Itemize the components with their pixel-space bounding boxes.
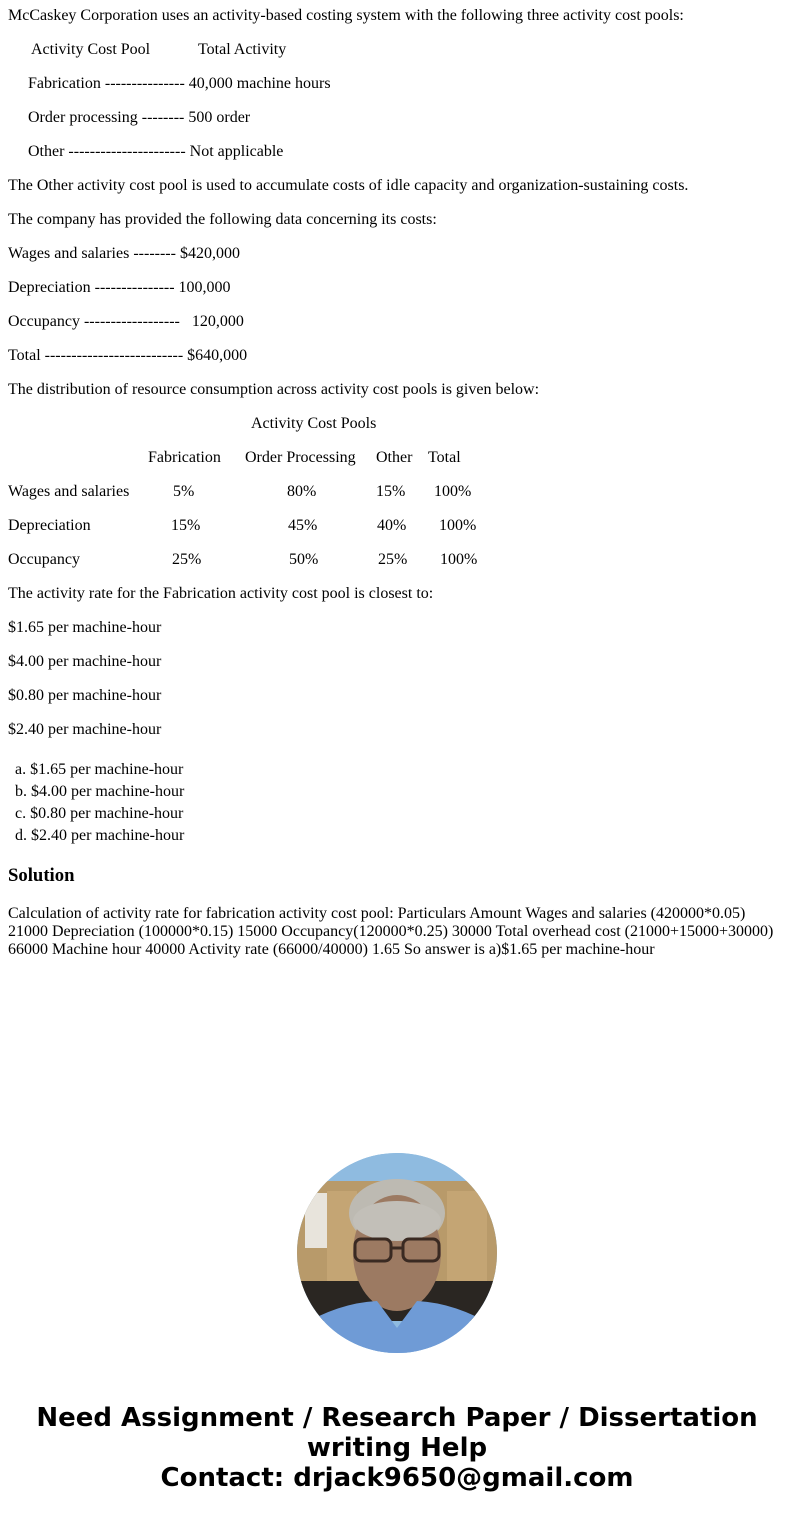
cost-wages: Wages and salaries -------- $420,000 — [8, 245, 240, 262]
pools-header-col2: Total Activity — [198, 41, 287, 58]
cell: 100% — [440, 551, 478, 568]
choice-plain-4: $2.40 per machine-hour — [8, 721, 162, 738]
cost-total: Total -------------------------- $640,000 — [8, 347, 248, 364]
choice-a: a. $1.65 per machine-hour — [15, 761, 184, 778]
cell: 100% — [439, 517, 477, 534]
cell: 5% — [173, 483, 195, 500]
solution-text: Calculation of activity rate for fabrication activity cost pool: Particulars Amount Wages and salaries (420000*0.05) 21000 Depreciation (100000*0.15) 15000 Occupancy(120000*0.25) 30000 Total overhead cost (21000+15000+30000) 66000 Machine hour 40000 Activity rate (66000/40000) 1.65 So answer is a)$1.65 per machine-hour — [8, 905, 774, 958]
question-intro: McCaskey Corporation uses an activity-based costing system with the following three activity cost pools: — [8, 7, 684, 24]
author-avatar — [297, 1153, 497, 1353]
cell: 100% — [434, 483, 472, 500]
cell: 25% — [378, 551, 408, 568]
col-header-fabrication: Fabrication — [148, 449, 221, 466]
promo-contact: Contact: drjack9650@gmail.com — [160, 1463, 634, 1493]
solution-heading: Solution — [8, 865, 75, 886]
cell: 15% — [171, 517, 201, 534]
pool-fabrication: Fabrication --------------- 40,000 machine hours — [28, 75, 331, 92]
promo-line-1: Need Assignment / Research Paper / Dissertation — [36, 1403, 758, 1433]
col-header-total: Total — [428, 449, 461, 466]
pool-order-processing: Order processing -------- 500 order — [28, 109, 251, 126]
cell: 45% — [288, 517, 318, 534]
choice-b: b. $4.00 per machine-hour — [15, 783, 185, 800]
promo-banner — [0, 1403, 794, 1493]
cell: 80% — [287, 483, 317, 500]
cost-depreciation: Depreciation --------------- 100,000 — [8, 279, 231, 296]
promo-line-2: writing Help — [306, 1433, 488, 1463]
choices-list — [15, 759, 184, 847]
col-header-other: Other — [376, 449, 413, 466]
cell: 15% — [376, 483, 406, 500]
other-note: The Other activity cost pool is used to accumulate costs of idle capacity and organization-sustaining costs. — [8, 177, 689, 194]
row-label-depreciation: Depreciation — [8, 517, 91, 534]
pools-header-col1: Activity Cost Pool — [31, 41, 151, 58]
distribution-intro: The distribution of resource consumption across activity cost pools is given below: — [8, 381, 540, 398]
cost-occupancy: Occupancy ------------------ 120,000 — [8, 313, 244, 330]
cell: 40% — [377, 517, 407, 534]
col-header-order-processing: Order Processing — [245, 449, 356, 466]
costs-intro: The company has provided the following data concerning its costs: — [8, 211, 437, 228]
choice-plain-3: $0.80 per machine-hour — [8, 687, 162, 704]
question-prompt: The activity rate for the Fabrication activity cost pool is closest to: — [8, 585, 434, 602]
choice-c: c. $0.80 per machine-hour — [15, 805, 184, 822]
choice-plain-1: $1.65 per machine-hour — [8, 619, 162, 636]
choice-plain-2: $4.00 per machine-hour — [8, 653, 162, 670]
table-group-header: Activity Cost Pools — [251, 415, 377, 432]
row-label-wages: Wages and salaries — [8, 483, 130, 500]
cell: 50% — [289, 551, 319, 568]
cell: 25% — [172, 551, 202, 568]
person-photo-icon — [297, 1153, 497, 1353]
choice-d: d. $2.40 per machine-hour — [15, 827, 185, 844]
pool-other: Other ---------------------- Not applicable — [28, 143, 284, 160]
row-label-occupancy: Occupancy — [8, 551, 80, 568]
